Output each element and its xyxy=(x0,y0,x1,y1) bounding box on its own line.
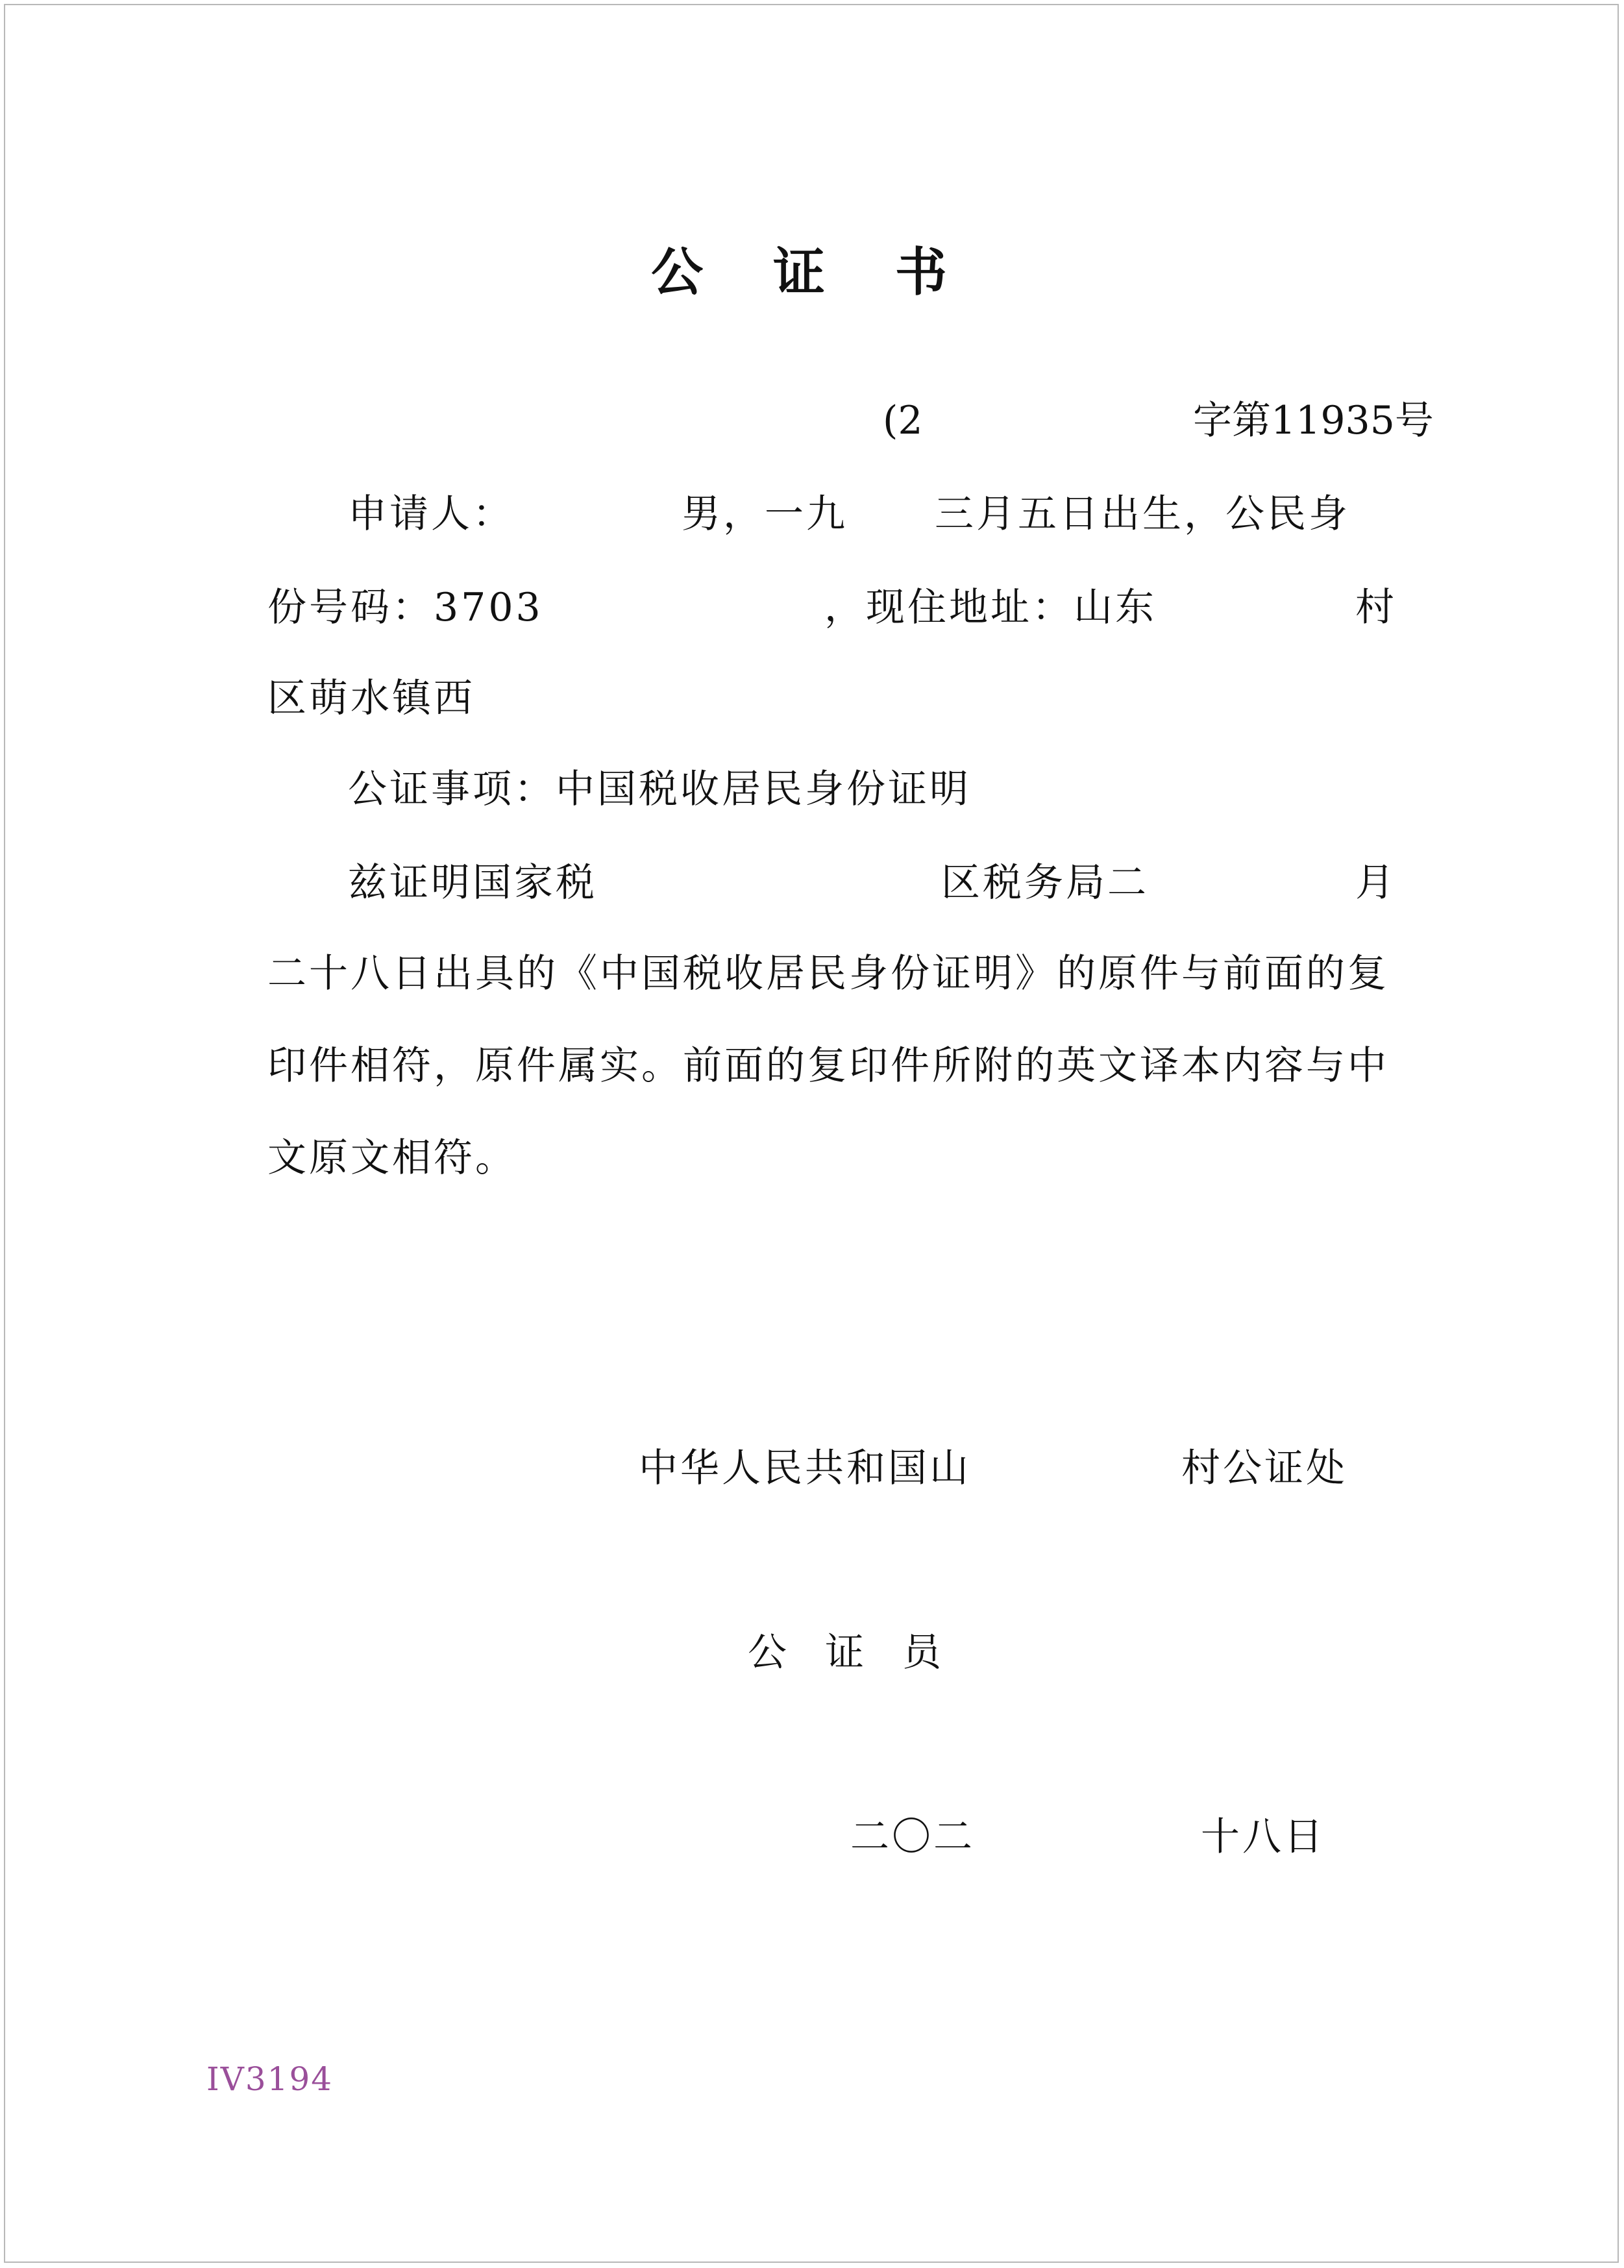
statement-line1-mid: 区税务局二 xyxy=(941,860,1149,906)
applicant-id-number: 份号码：3703 xyxy=(267,585,543,630)
notarial-matter: 公证事项：中国税收居民身份证明 xyxy=(348,767,971,812)
statement-line1-start: 兹证明国家税 xyxy=(348,860,597,906)
date-start: 二〇二 xyxy=(850,1814,975,1860)
serial-number: 字第11935号 xyxy=(1193,398,1434,443)
notary-office-start: 中华人民共和国山 xyxy=(639,1446,971,1491)
notary-label: 公 证 员 xyxy=(748,1630,955,1675)
document-code-watermark: IV3194 xyxy=(206,2060,334,2098)
applicant-birth-date: 三月五日出生，公民身 xyxy=(935,491,1350,537)
date-end: 十八日 xyxy=(1201,1814,1325,1860)
applicant-gender-birth: 男，一九 xyxy=(682,491,848,537)
page-border xyxy=(4,4,1619,2263)
statement-line4: 文原文相符。 xyxy=(267,1135,517,1181)
document-title: 公 证 书 xyxy=(651,242,973,302)
notary-office-end: 村公证处 xyxy=(1181,1446,1347,1491)
applicant-address-line2: 区萌水镇西 xyxy=(267,676,475,721)
statement-line2: 二十八日出具的《中国税收居民身份证明》的原件与前面的复 xyxy=(267,951,1389,996)
applicant-address-village: 村 xyxy=(1355,585,1397,630)
serial-prefix: (2 xyxy=(883,398,923,443)
statement-line3: 印件相符，原件属实。前面的复印件所附的英文译本内容与中 xyxy=(267,1043,1389,1089)
applicant-address: ，现住地址：山东 xyxy=(824,585,1157,630)
statement-line1-end: 月 xyxy=(1355,860,1397,906)
applicant-label: 申请人： xyxy=(348,491,514,537)
